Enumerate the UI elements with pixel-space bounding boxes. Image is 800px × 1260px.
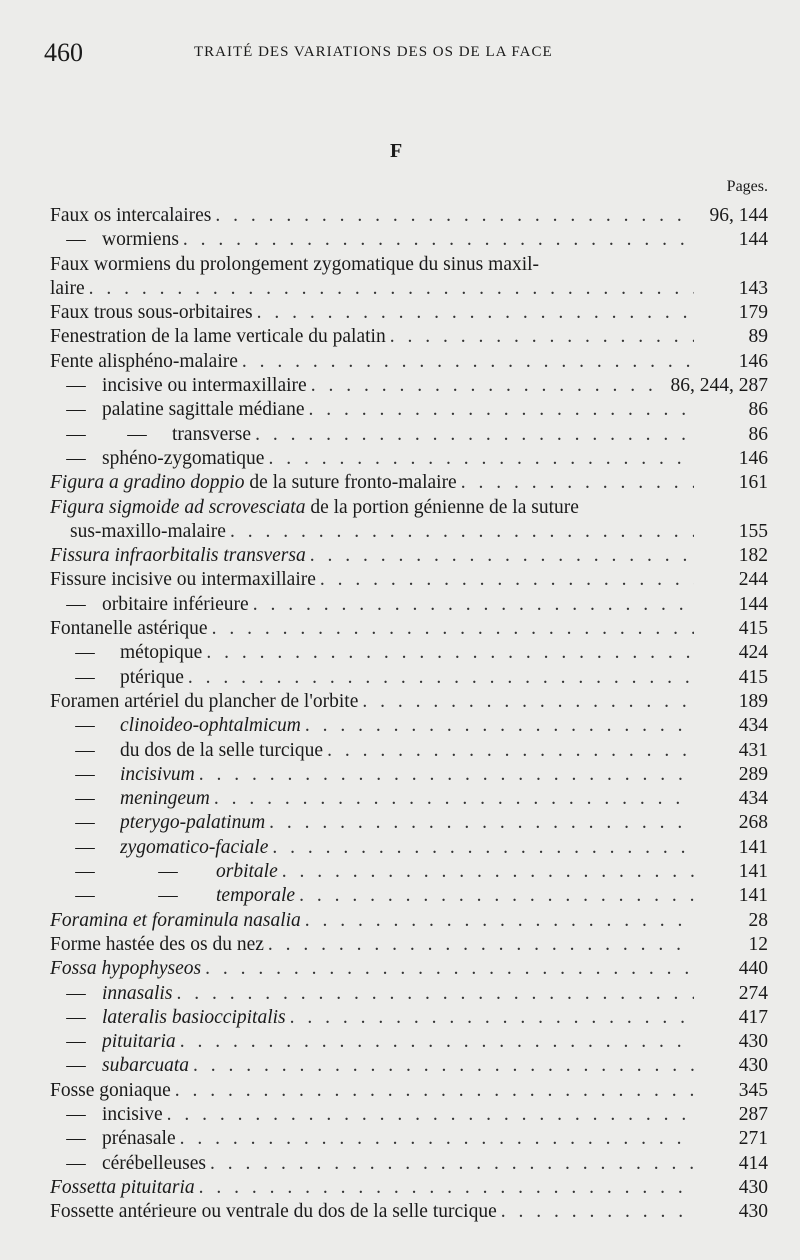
entry-pages: 89 xyxy=(748,326,768,348)
entry-dash: — xyxy=(66,1031,86,1053)
index-entry xyxy=(50,375,768,399)
entry-dash: — xyxy=(66,447,86,469)
entry-term: Figura a gradino doppio de la suture fronto-malaire xyxy=(50,472,457,494)
entry-term: wormiens xyxy=(102,229,179,251)
dot-leader xyxy=(212,618,694,640)
entry-dash: — xyxy=(66,229,86,251)
entry-term: Fissure incisive ou intermaxillaire xyxy=(50,569,316,591)
index-entry xyxy=(50,1177,768,1201)
dot-leader xyxy=(362,691,694,713)
entry-dash: — xyxy=(75,642,95,664)
entry-term: Figura sigmoide ad scrovesciata de la portion génienne de la suture xyxy=(50,496,579,518)
entry-dash: — xyxy=(75,715,95,737)
entry-pages: 415 xyxy=(738,666,768,688)
index-entry xyxy=(50,205,768,229)
entry-dash: — xyxy=(66,1055,86,1077)
entry-pages: 430 xyxy=(738,1031,768,1053)
index-entry xyxy=(50,1080,768,1104)
dot-leader xyxy=(269,812,694,834)
dot-leader xyxy=(180,1031,694,1053)
entry-term: incisivum xyxy=(120,763,195,785)
entry-pages: 417 xyxy=(738,1006,768,1028)
index-entry xyxy=(50,569,768,593)
entry-pages: 434 xyxy=(738,715,768,737)
dot-leader xyxy=(199,764,694,786)
index-entry xyxy=(50,788,768,812)
entry-pages: 189 xyxy=(738,690,768,712)
entry-pages: 141 xyxy=(738,861,768,883)
entry-dash: — xyxy=(66,1128,86,1150)
entry-dash: — xyxy=(75,666,95,688)
dot-leader xyxy=(310,545,694,567)
entry-dash-secondary: — xyxy=(127,423,147,445)
dot-leader xyxy=(501,1201,694,1223)
index-entry xyxy=(50,667,768,691)
entry-term: incisive xyxy=(102,1103,163,1125)
dot-leader xyxy=(290,1007,694,1029)
entry-pages: 144 xyxy=(738,593,768,615)
index-entry xyxy=(50,691,768,715)
entry-term: orbitaire inférieure xyxy=(102,593,249,615)
index-entry xyxy=(50,497,768,521)
index-entry xyxy=(50,642,768,666)
dot-leader xyxy=(257,302,694,324)
running-title: TRAITÉ DES VARIATIONS DES OS DE LA FACE xyxy=(194,44,553,60)
dot-leader xyxy=(199,1177,694,1199)
entry-dash: — xyxy=(75,788,95,810)
entry-pages: 28 xyxy=(748,909,768,931)
section-letter: F xyxy=(390,140,403,162)
index-entry xyxy=(50,861,768,885)
entry-term: innasalis xyxy=(102,982,173,1004)
entry-pages: 271 xyxy=(738,1128,768,1150)
entry-dash: — xyxy=(75,739,95,761)
dot-leader xyxy=(214,788,694,810)
index-entry xyxy=(50,1104,768,1128)
index-entry xyxy=(50,594,768,618)
entry-term: Foramen artériel du plancher de l'orbite xyxy=(50,690,359,712)
entry-term: Faux os intercalaires xyxy=(50,205,212,226)
entry-term: Fente alisphéno-malaire xyxy=(50,350,238,372)
entry-term: incisive ou intermaxillaire xyxy=(102,375,307,397)
dot-leader xyxy=(242,351,694,373)
dot-leader xyxy=(230,521,694,543)
entry-pages: 430 xyxy=(738,1055,768,1077)
dot-leader xyxy=(167,1104,694,1126)
index-entry xyxy=(50,934,768,958)
index-entry xyxy=(50,302,768,326)
entry-term: subarcuata xyxy=(102,1055,190,1077)
entry-term: temporale xyxy=(216,885,296,907)
entry-pages: 146 xyxy=(738,447,768,469)
entry-pages: 155 xyxy=(738,520,768,542)
index-entry xyxy=(50,958,768,982)
entry-pages: 182 xyxy=(738,545,768,567)
entry-dash: — xyxy=(75,885,95,907)
dot-leader xyxy=(255,424,694,446)
index-entry xyxy=(50,545,768,569)
page-header xyxy=(44,38,764,68)
dot-leader xyxy=(210,1153,694,1175)
index-entry xyxy=(50,1031,768,1055)
dot-leader xyxy=(193,1055,694,1077)
dot-leader xyxy=(390,326,694,348)
dot-leader xyxy=(305,715,694,737)
dot-leader xyxy=(282,861,694,883)
entry-pages: 430 xyxy=(738,1176,768,1198)
index-entry xyxy=(50,885,768,909)
entry-pages: 287 xyxy=(738,1103,768,1125)
entry-dash: — xyxy=(75,861,95,883)
entry-term: prénasale xyxy=(102,1128,176,1150)
entry-pages: 345 xyxy=(738,1079,768,1101)
index-entry xyxy=(50,910,768,934)
entry-pages: 434 xyxy=(738,788,768,810)
entry-term: orbitale xyxy=(216,861,278,883)
entry-pages: 289 xyxy=(738,763,768,785)
index-entry xyxy=(50,1201,768,1225)
entry-term: zygomatico-faciale xyxy=(120,836,269,858)
entry-term: pterygo-palatinum xyxy=(120,812,266,834)
entry-term: Fossa hypophyseos xyxy=(50,958,202,980)
entry-term: Fosse goniaque xyxy=(50,1079,171,1101)
entry-term: Forme hastée des os du nez xyxy=(50,933,264,955)
index-entry xyxy=(50,983,768,1007)
index-entry xyxy=(50,1055,768,1079)
entry-term: Foramina et foraminula nasalia xyxy=(50,909,301,931)
dot-leader xyxy=(268,934,694,956)
page-number: 460 xyxy=(44,38,83,67)
index-entry xyxy=(50,740,768,764)
dot-leader xyxy=(253,594,694,616)
index-entry xyxy=(50,472,768,496)
entry-dash-secondary: — xyxy=(158,861,178,883)
dot-leader xyxy=(268,448,694,470)
index-entry xyxy=(50,278,768,302)
entry-pages: 86 xyxy=(748,423,768,445)
index-entry xyxy=(50,521,768,545)
index-entry xyxy=(50,1007,768,1031)
entry-pages: 141 xyxy=(738,836,768,858)
entry-pages: 414 xyxy=(738,1152,768,1174)
dot-leader xyxy=(89,278,694,300)
entry-term: meningeum xyxy=(120,788,210,810)
dot-leader xyxy=(206,642,694,664)
entry-term: Fenestration de la lame verticale du palatin xyxy=(50,326,386,348)
entry-pages: 161 xyxy=(738,472,768,494)
dot-leader xyxy=(327,740,694,762)
entry-term: Faux wormiens du prolongement zygomatique du sinus maxil- xyxy=(50,253,540,275)
entry-pages: 96, 144 xyxy=(709,205,768,226)
entry-pages: 179 xyxy=(738,302,768,324)
entry-pages: 274 xyxy=(738,982,768,1004)
pages-column-label: Pages. xyxy=(726,178,768,195)
entry-dash: — xyxy=(66,1103,86,1125)
entry-pages: 146 xyxy=(738,350,768,372)
dot-leader xyxy=(461,472,694,494)
index-entry xyxy=(50,229,768,253)
index-entry xyxy=(50,764,768,788)
dot-leader xyxy=(215,205,694,227)
entry-pages: 86, 244, 287 xyxy=(670,375,768,397)
entry-pages: 12 xyxy=(748,933,768,955)
entry-term: sus-maxillo-malaire xyxy=(70,520,226,542)
entry-term: clinoideo-ophtalmicum xyxy=(120,715,301,737)
entry-term: transverse xyxy=(172,423,252,445)
entry-pages: 430 xyxy=(738,1201,768,1223)
entry-pages: 143 xyxy=(738,277,768,299)
dot-leader xyxy=(205,958,694,980)
entry-pages: 268 xyxy=(738,812,768,834)
index-entry xyxy=(50,424,768,448)
index-list xyxy=(50,205,768,1225)
entry-dash: — xyxy=(66,375,86,397)
index-entry xyxy=(50,448,768,472)
entry-pages: 144 xyxy=(738,229,768,251)
index-entry xyxy=(50,254,768,278)
dot-leader xyxy=(272,837,694,859)
entry-term: Fontanelle astérique xyxy=(50,618,208,640)
dot-leader xyxy=(299,885,694,907)
entry-dash: — xyxy=(66,423,86,445)
entry-dash-secondary: — xyxy=(158,885,178,907)
index-entry xyxy=(50,351,768,375)
entry-term: Fossetta pituitaria xyxy=(50,1176,195,1198)
entry-term: laire xyxy=(50,277,85,299)
entry-dash: — xyxy=(75,812,95,834)
entry-term: Fossette antérieure ou ventrale du dos de la selle turcique xyxy=(50,1201,497,1223)
entry-pages: 415 xyxy=(738,618,768,640)
entry-pages: 141 xyxy=(738,885,768,907)
dot-leader xyxy=(188,667,694,689)
index-entry xyxy=(50,1153,768,1177)
entry-dash: — xyxy=(66,1152,86,1174)
index-entry xyxy=(50,1128,768,1152)
entry-dash: — xyxy=(75,763,95,785)
entry-term: lateralis basioccipitalis xyxy=(102,1006,286,1028)
index-entry xyxy=(50,837,768,861)
entry-term: sphéno-zygomatique xyxy=(102,447,265,469)
entry-pages: 86 xyxy=(748,399,768,421)
entry-term: Fissura infraorbitalis transversa xyxy=(50,545,306,567)
dot-leader xyxy=(175,1080,694,1102)
index-entry xyxy=(50,812,768,836)
entry-dash: — xyxy=(66,593,86,615)
entry-term: pituitaria xyxy=(102,1031,176,1053)
entry-term: du dos de la selle turcique xyxy=(120,739,324,761)
entry-pages: 424 xyxy=(738,642,768,664)
dot-leader xyxy=(183,229,694,251)
entry-dash: — xyxy=(66,1006,86,1028)
dot-leader xyxy=(305,910,694,932)
index-entry xyxy=(50,715,768,739)
entry-dash: — xyxy=(66,399,86,421)
index-entry xyxy=(50,399,768,423)
dot-leader xyxy=(320,569,694,591)
entry-pages: 440 xyxy=(738,958,768,980)
index-entry xyxy=(50,326,768,350)
dot-leader xyxy=(309,399,695,421)
dot-leader xyxy=(311,375,667,397)
entry-term: cérébelleuses xyxy=(102,1152,206,1174)
entry-term: ptérique xyxy=(120,666,184,688)
entry-term: palatine sagittale médiane xyxy=(102,399,305,421)
entry-dash: — xyxy=(66,982,86,1004)
dot-leader xyxy=(180,1128,694,1150)
entry-dash: — xyxy=(75,836,95,858)
index-entry xyxy=(50,618,768,642)
entry-pages: 431 xyxy=(738,739,768,761)
dot-leader xyxy=(176,983,694,1005)
entry-pages: 244 xyxy=(738,569,768,591)
entry-term: métopique xyxy=(120,642,203,664)
entry-term: Faux trous sous-orbitaires xyxy=(50,302,253,324)
